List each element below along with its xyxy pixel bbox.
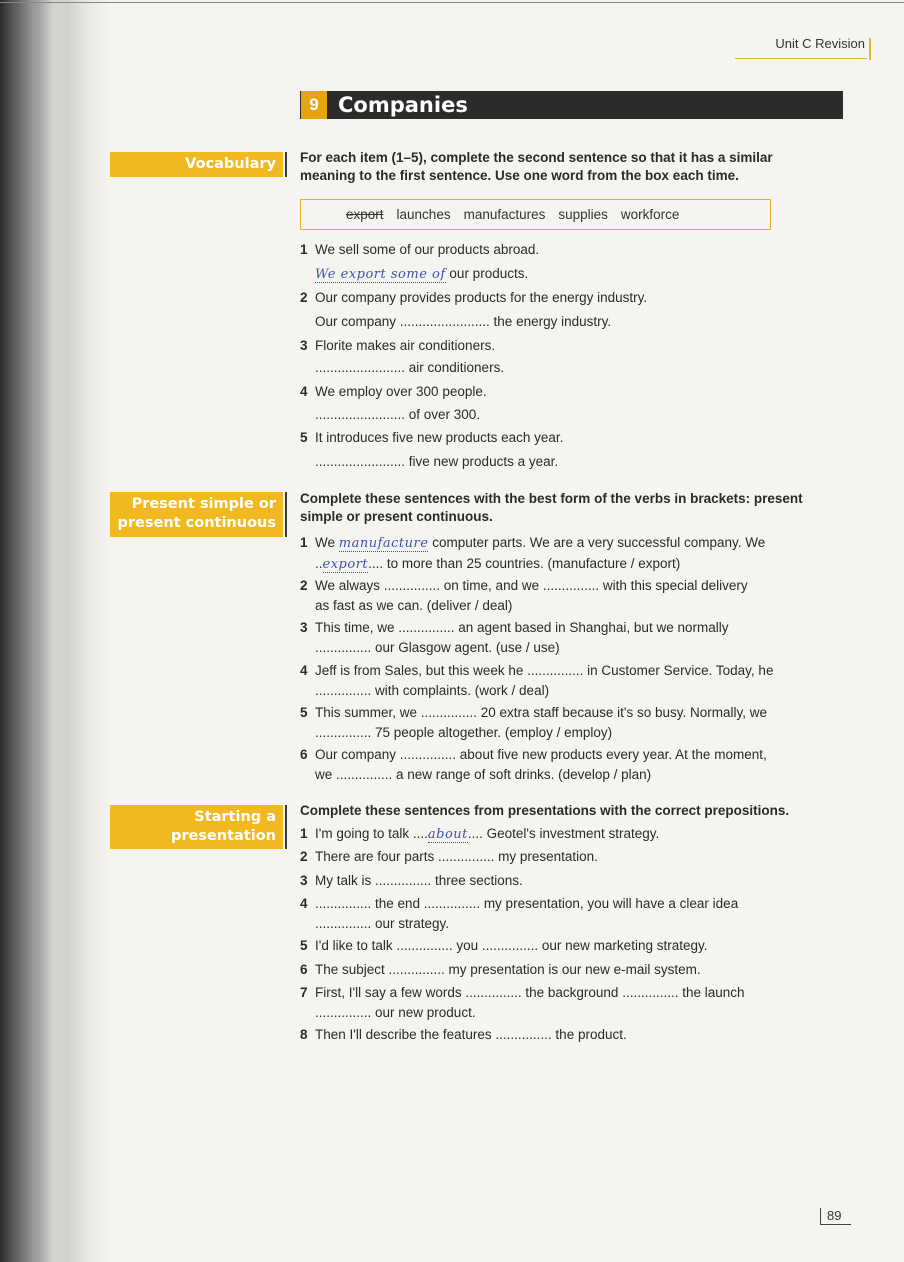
tab-vocabulary-label: Vocabulary (185, 156, 276, 172)
tab-present (110, 492, 283, 537)
word-manufactures: manufactures (463, 207, 546, 222)
vocab-item-3-answer: ........................ air conditioners. (315, 360, 505, 375)
starting-item-4-line2: ............... our strategy. (315, 916, 450, 931)
vocab-instr-line2: meaning to the first sentence. Use one word from the box each time. (300, 168, 739, 183)
starting-instruction (300, 802, 840, 820)
vocab-item-4-answer: ........................ of over 300. (315, 407, 481, 422)
item-rest: our products. (445, 266, 529, 281)
spine-fold-highlight (40, 0, 68, 1262)
present-item-5-line2: ............... 75 people altogether. (employ / employ) (315, 725, 613, 740)
item-text: Jeff is from Sales, but this week he ............... in Customer Service. Today, he (315, 663, 774, 678)
item-text: Then I'll describe the features ............... the product. (315, 1027, 627, 1042)
item-number: 1 (300, 242, 308, 257)
present-item-6-line2: we ............... a new range of soft drinks. (develop / plan) (315, 767, 652, 782)
item-number: 2 (300, 849, 308, 864)
item-number: 5 (300, 705, 308, 720)
item-sentence: Our company provides products for the energy industry. (315, 290, 648, 305)
item-text: .... Geotel's investment strategy. (467, 826, 660, 841)
present-instruction (300, 490, 840, 526)
vocab-item-2-answer: Our company ........................ the energy industry. (315, 314, 612, 329)
handwritten-answer: export (322, 557, 369, 572)
item-text: Our company ............... about five new products every year. At the moment, (315, 747, 767, 762)
tab-starting (110, 805, 283, 849)
starting-instr-line: Complete these sentences from presentations with the correct prepositions. (300, 803, 790, 818)
vocabulary-instruction (300, 149, 840, 185)
word-box (300, 199, 771, 230)
item-number: 2 (300, 578, 308, 593)
item-text: I'd like to talk ............... you ............... our new marketing strategy. (315, 938, 708, 953)
item-text: There are four parts ............... my presentation. (315, 849, 598, 864)
tab-starting-line1: Starting a (194, 809, 276, 825)
item-text: My talk is ............... three sections. (315, 873, 523, 888)
item-number: 5 (300, 430, 308, 445)
starting-item-7-line2: ............... our new product. (315, 1005, 476, 1020)
item-number: 4 (300, 896, 308, 911)
item-text: .. (315, 556, 323, 571)
page-number: 89 (820, 1208, 851, 1225)
item-text: I'm going to talk .... (315, 826, 428, 841)
item-text: We always ............... on time, and we ............... with this special delivery (315, 578, 748, 593)
header-bar (869, 38, 871, 60)
item-sentence: It introduces five new products each year. (315, 430, 564, 445)
present-instr-line2: simple or present continuous. (300, 509, 493, 524)
handwritten-answer: We export some of (315, 267, 446, 282)
item-text: The subject ............... my presentation is our new e-mail system. (315, 962, 701, 977)
header-rule (735, 58, 867, 59)
item-number: 7 (300, 985, 308, 1000)
present-item-2-line2: as fast as we can. (deliver / deal) (315, 598, 513, 613)
item-text: This summer, we ............... 20 extra staff because it's so busy. Normally, we (315, 705, 767, 720)
item-number: 4 (300, 384, 308, 399)
item-text: .... to more than 25 countries. (manufacture / export) (368, 556, 681, 571)
present-item-1-line2 (315, 554, 680, 575)
item-number: 1 (300, 535, 308, 550)
handwritten-answer: about (427, 827, 468, 842)
vocab-instr-line1: For each item (1–5), complete the second sentence so that it has a similar (300, 150, 773, 165)
handwritten-answer: manufacture (338, 536, 429, 551)
word-export-struck: export (346, 207, 384, 222)
item-number: 1 (300, 826, 308, 841)
tab-present-line2: present continuous (117, 515, 276, 531)
tab-present-line1: Present simple or (131, 496, 276, 512)
top-edge-line (0, 2, 904, 3)
item-number: 6 (300, 962, 308, 977)
item-number: 4 (300, 663, 308, 678)
item-number: 2 (300, 290, 308, 305)
word-launches: launches (396, 207, 451, 222)
item-text: We (315, 535, 339, 550)
present-item-4-line2: ............... with complaints. (work / deal) (315, 683, 550, 698)
present-item-3-line2: ............... our Glasgow agent. (use / use) (315, 640, 560, 655)
present-instr-line1: Complete these sentences with the best form of the verbs in brackets: present (300, 491, 803, 506)
banner-number: 9 (301, 91, 327, 119)
vocab-item-1-answer (315, 264, 528, 285)
item-number: 8 (300, 1027, 308, 1042)
vocab-item-5-answer: ........................ five new products a year. (315, 454, 559, 469)
tab-vocabulary (110, 152, 283, 177)
item-sentence: We sell some of our products abroad. (315, 242, 540, 257)
item-number: 6 (300, 747, 308, 762)
item-sentence: We employ over 300 people. (315, 384, 487, 399)
tab-starting-line2: presentation (170, 828, 276, 844)
item-number: 3 (300, 873, 308, 888)
banner-title: Companies (338, 93, 468, 117)
word-workforce: workforce (620, 207, 680, 222)
item-text: ............... the end ............... my presentation, you will have a clear idea (315, 896, 739, 911)
item-number: 3 (300, 338, 308, 353)
item-number: 3 (300, 620, 308, 635)
item-sentence: Florite makes air conditioners. (315, 338, 496, 353)
word-supplies: supplies (558, 207, 608, 222)
item-number: 5 (300, 938, 308, 953)
unit-header: Unit C Revision (775, 36, 865, 51)
item-text: First, I'll say a few words ............... the background ............... the launch (315, 985, 745, 1000)
item-text: This time, we ............... an agent based in Shanghai, but we normally (315, 620, 729, 635)
item-text: computer parts. We are a very successful company. We (428, 535, 766, 550)
